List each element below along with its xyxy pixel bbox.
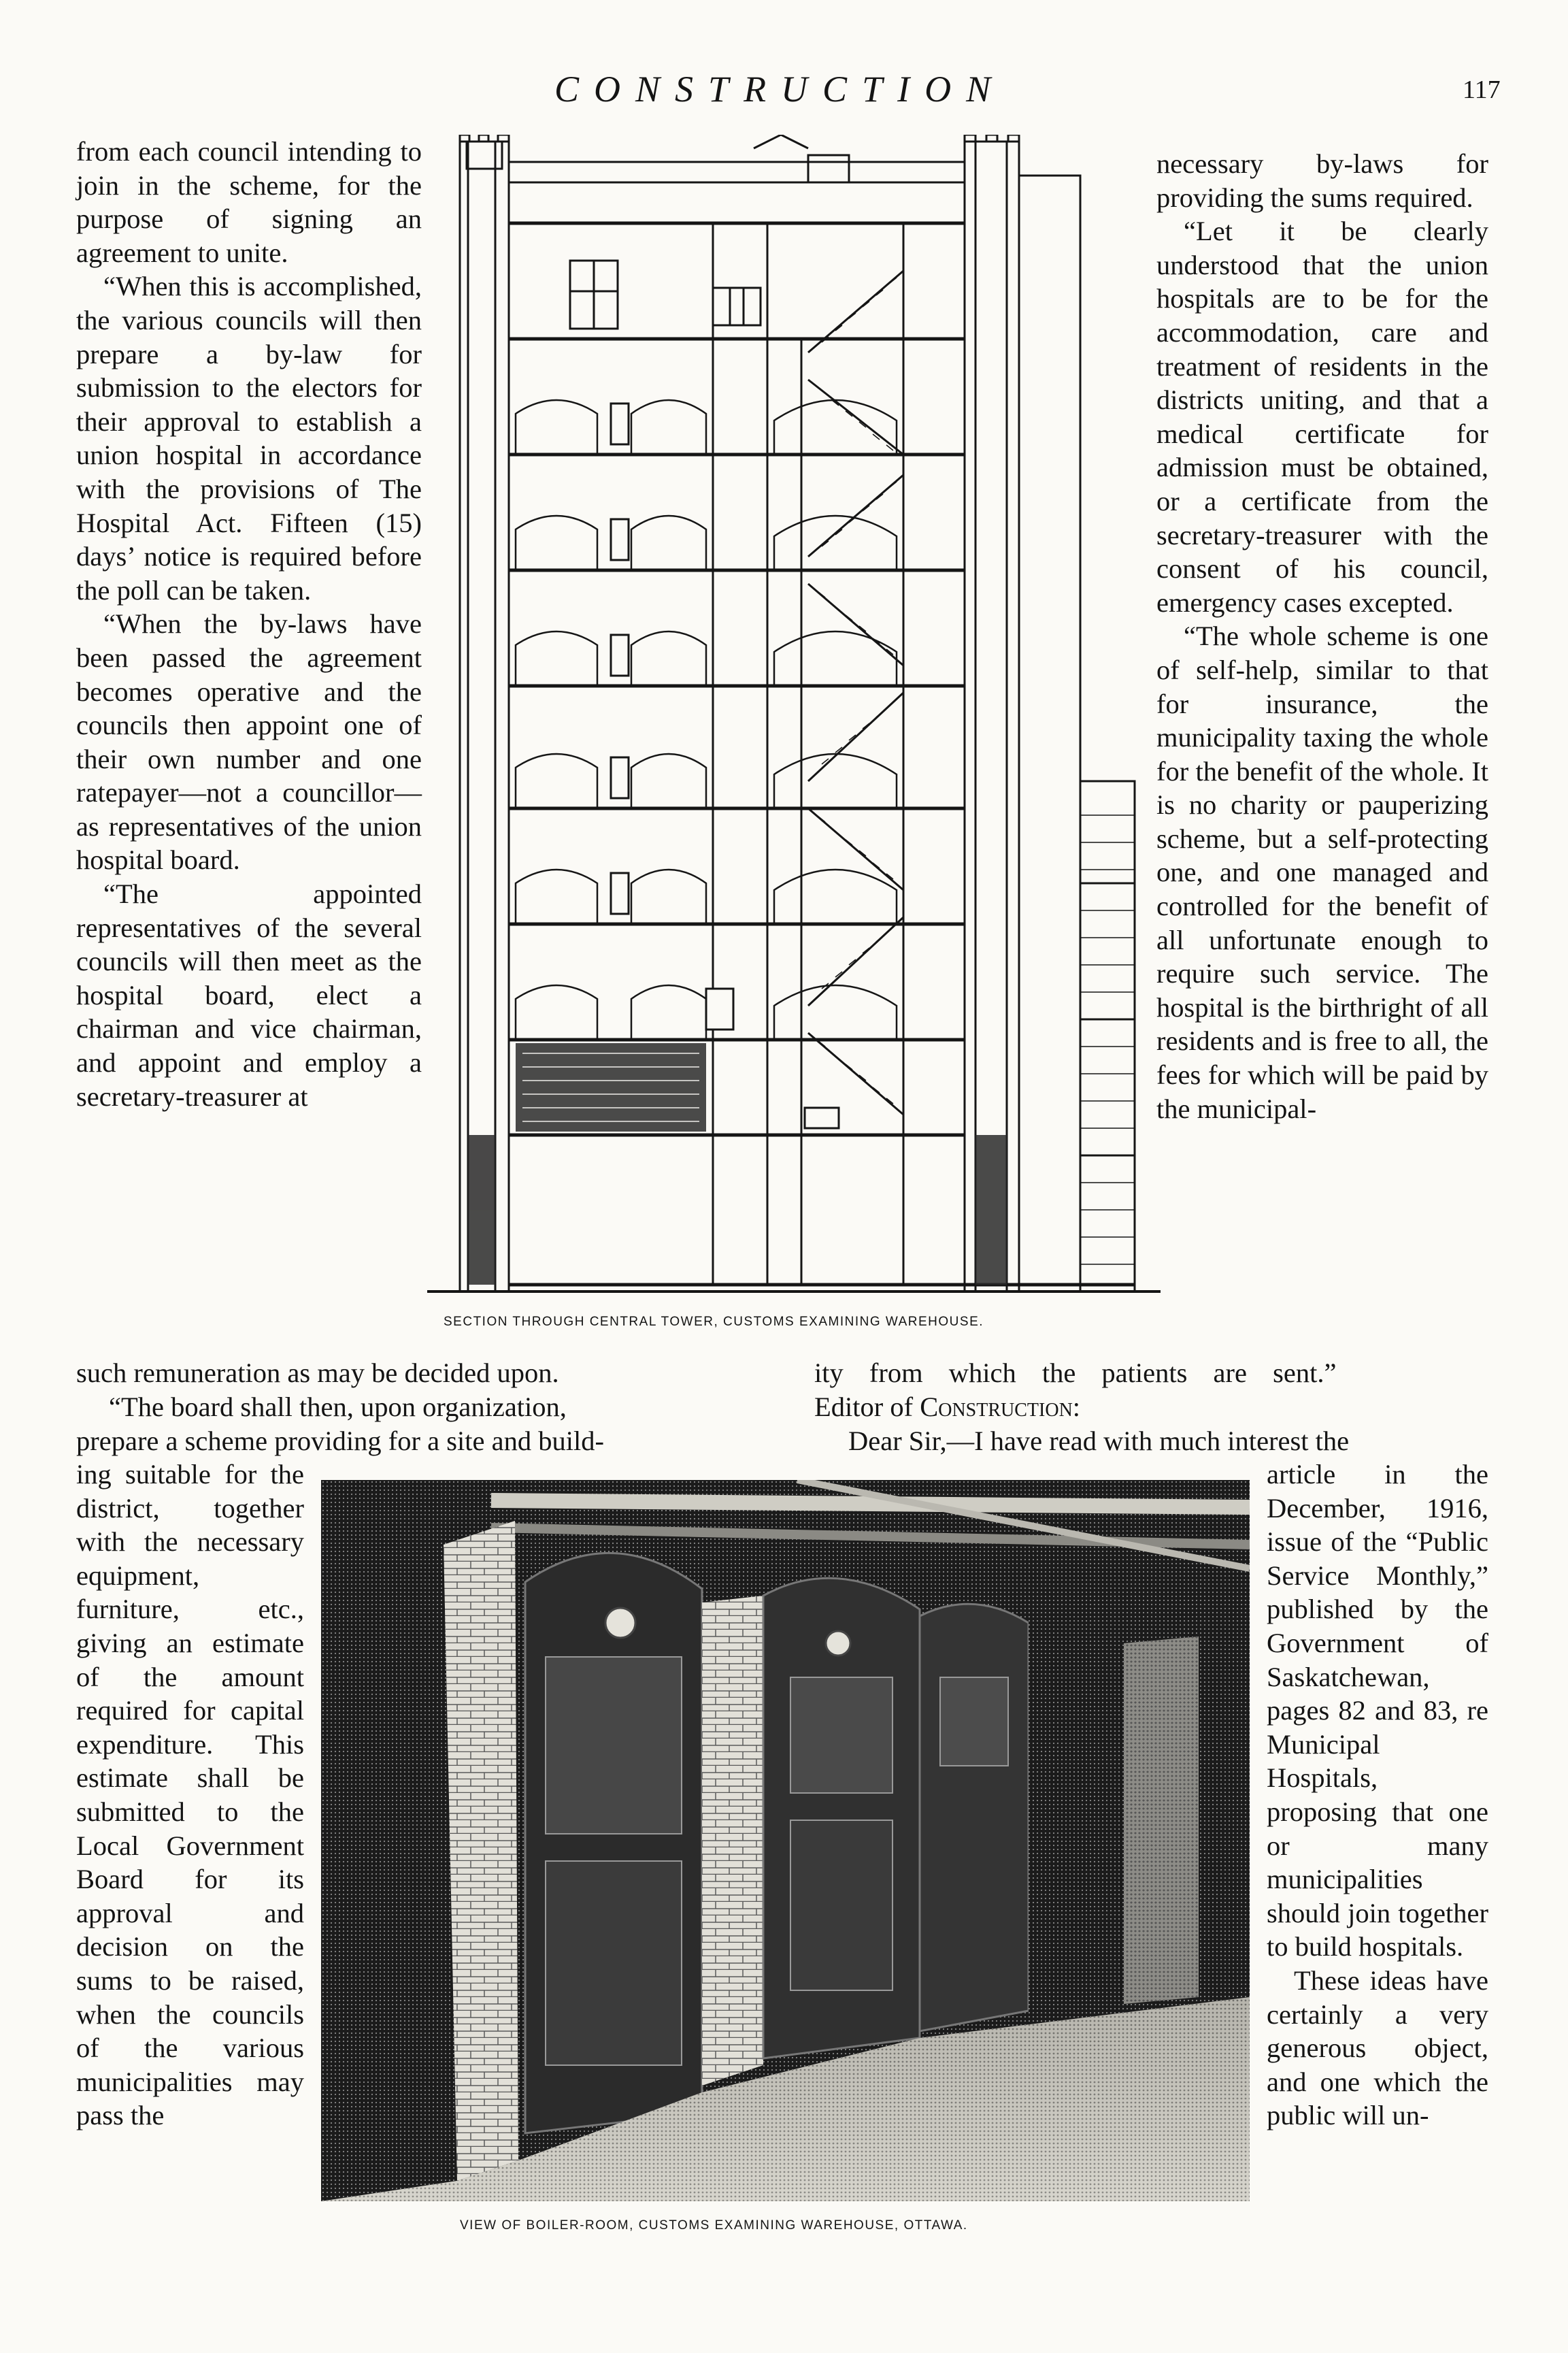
paragraph: “When the by-laws have been passed the agreement becomes operative and the councils then appoint one of their own number and one ratepayer—not a councillor—as representatives of the union hospital board. <box>76 608 422 876</box>
text-line: such remuneration as may be decided upon. <box>76 1358 559 1388</box>
boiler-room-photo <box>321 1480 1250 2201</box>
paragraph: “When this is accomplished, the various councils will then prepare a by-law for submission to the electors for their approval to establish a union hospital in accordance with the provisions of The Hospital Act. Fifteen (15) days’ notice is required before the poll can be taken. <box>76 271 422 606</box>
journal-name-smallcaps: Construction <box>920 1392 1073 1422</box>
text-fragment: Editor of <box>814 1392 920 1422</box>
paragraph: “The whole scheme is one of self-help, similar to that for insurance, the municipality taxing the whole for the benefit of the whole. It is no charity or pauperizing scheme, but a self-protecting one, and one managed and controlled for the benefit of all unfortunate enough to require such service. The hospital is the birthright of all residents and is free to all, the fees for which will be paid by the municipal- <box>1156 621 1488 1124</box>
right-column-bottom <box>1267 1458 1488 2133</box>
page-number: 117 <box>1463 76 1501 104</box>
section-drawing-caption: SECTION THROUGH CENTRAL TOWER, CUSTOMS EXAMINING WAREHOUSE. <box>444 1315 984 1329</box>
paragraph: ing suitable for the district, together with the necessary equipment, furniture, etc., giving an estimate of the amount required for capital expenditure. This estimate shall be submitted to the Local Government Board for its approval and decision on the sums to be raised, when the councils of the various municipalities may pass the <box>76 1459 304 2131</box>
editor-line <box>814 1390 1080 1424</box>
text-line: prepare a scheme providing for a site and build- <box>76 1426 604 1456</box>
paragraph: from each council intending to join in the scheme, for the purpose of signing an agreement to unite. <box>76 136 422 268</box>
journal-title: CONSTRUCTION <box>554 69 1006 110</box>
paragraph: “Let it be clearly understood that the union hospitals are to be for the accommodation, care and treatment of residents in the districts uniting, and that a medical certificate for admission must be obtained, or a certificate from the secretary-treasurer with the consent of his council, emergency cases excepted. <box>1156 216 1488 618</box>
text-line: “The board shall then, upon organization, <box>109 1392 567 1422</box>
left-column-top <box>76 135 422 1113</box>
right-column-top <box>1156 147 1488 1125</box>
paragraph: necessary by-laws for providing the sums required. <box>1156 148 1488 213</box>
tower-section-drawing <box>427 135 1161 1302</box>
paragraph: “The appointed representatives of the several councils will then meet as the hospital board, elect a chairman and vice chairman, and appoint and employ a secretary-treasurer at <box>76 878 422 1112</box>
text-line: ity from which the patients are sent.” <box>814 1358 1337 1388</box>
text-line: Dear Sir,—I have read with much interest the <box>848 1426 1350 1456</box>
text-fragment: : <box>1072 1392 1081 1422</box>
running-header <box>0 68 1568 122</box>
paragraph: These ideas have certainly a very generous object, and one which the public will un- <box>1267 1964 1488 2131</box>
boiler-photo-caption: VIEW OF BOILER-ROOM, CUSTOMS EXAMINING WAREHOUSE, OTTAWA. <box>460 2218 968 2233</box>
left-column-bottom <box>76 1458 304 2133</box>
paragraph: article in the December, 1916, issue of the “Public Service Monthly,” published by the Government of Saskatchewan, pages 82 and 83, re Municipal Hospitals, proposing that one or many municipalities should join together to build hospitals. <box>1267 1459 1488 1962</box>
